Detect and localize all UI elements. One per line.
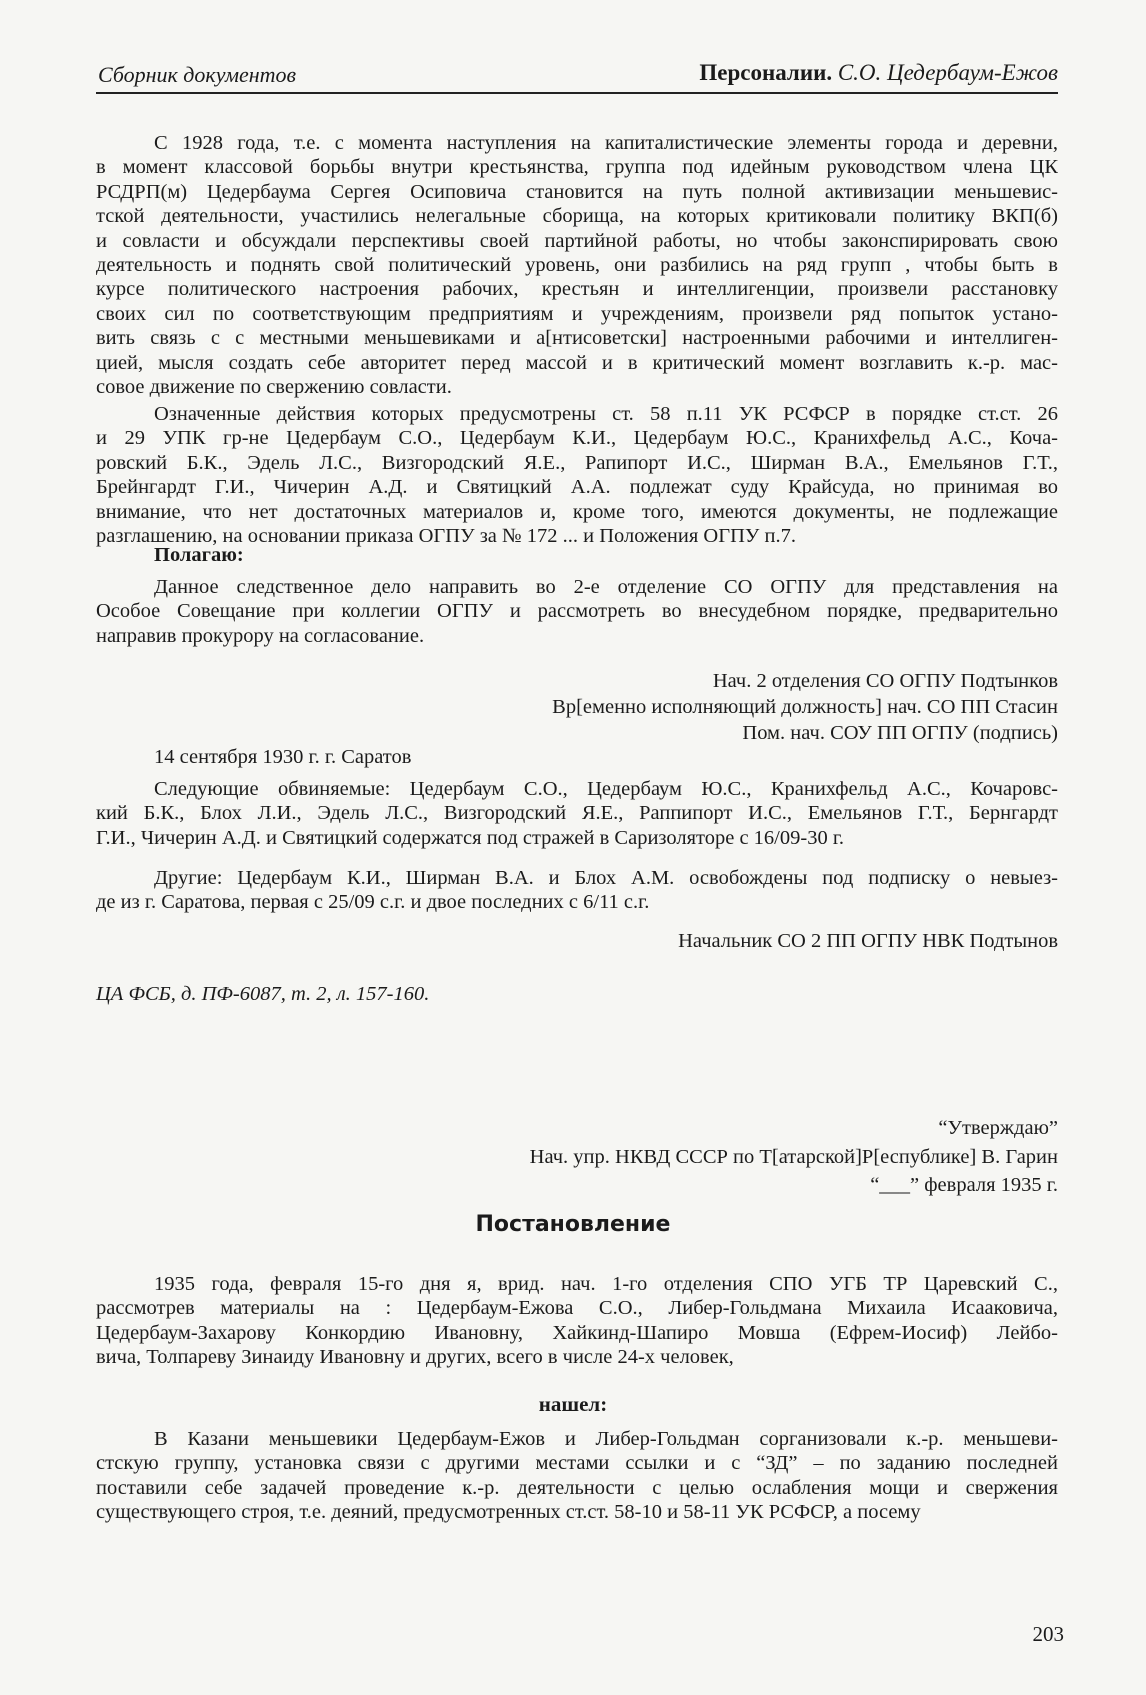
paragraph-4 [96,777,1058,850]
running-header-right [699,60,1058,86]
heading-polagayu: Полагаю: [154,544,244,566]
text-line: деятельность и поднять свой политический уровень, они разбились на ряд групп , чтобы быть в [96,254,1058,277]
text-line: ровский Б.К., Эдель Л.С., Визгородский Я.Е., Рапипорт И.С., Ширман В.А., Емельянов Г.Т., [96,451,1058,474]
text-line: Нач. упр. НКВД СССР по Т[атарской]Р[еспублике] В. Гарин [529,1145,1058,1168]
text-line: своих сил по соответствующим предприятиям и учреждениям, произвели ряд попыток устано- [96,302,1058,325]
text-line: существующего строя, т.е. деяний, предусмотренных ст.ст. 58-10 и 58-11 УК РСФСР, а посему [96,1501,921,1524]
text-line: Цедербаум-Захарову Конкордию Ивановну, Хайкинд-Шапиро Мовша (Ефрем-Иосиф) Лейбо- [96,1321,1058,1344]
document-title: Постановление [475,1212,671,1237]
paragraph-2 [96,402,1058,548]
text-line: “___” февраля 1935 г. [870,1174,1058,1196]
page-number: 203 [1032,1622,1064,1646]
archive-source: ЦА ФСБ, д. ПФ-6087, т. 2, л. 157-160. [96,983,430,1005]
text-line: де из г. Саратова, первая с 25/09 с.г. и двое последних с 6/11 с.г. [96,891,650,914]
running-header-left: Сборник документов [98,62,297,87]
text-line: РСДРП(м) Цедербаума Сергея Осиповича становится на путь полной активизации меньшевис- [96,180,1058,203]
text-line: стскую группу, установка связи с другими местами ссылки и с “ЗД” – по заданию последней [96,1452,1058,1475]
paragraph-1 [96,131,1058,399]
text-line: курсе политического настроения рабочих, крестьян и интеллигенции, произвели расстановку [96,278,1058,301]
text-line: Означенные действия которых предусмотрены ст. 58 п.11 УК РСФСР в порядке ст.ст. 26 [154,403,1058,425]
text-line: направив прокурору на согласование. [96,624,425,647]
text-line: Данное следственное дело направить во 2-е отделение СО ОГПУ для представления на [154,576,1058,598]
text-line: Г.И., Чичерин А.Д. и Святицкий содержатся под стражей в Саризоляторе с 16/09-30 г. [96,826,845,849]
approval-stamp [96,1114,1058,1200]
text-line: и 29 УПК гр-не Цедербаум С.О., Цедербаум К.И., Цедербаум Ю.С., Кранихфельд А.С., Коча- [96,427,1058,450]
paragraph-5 [96,866,1058,915]
text-line: совое движение по свержению совласти. [96,376,452,399]
text-line: и совласти и обсуждали перспективы своей партийной работы, но чтобы законспирировать свою [96,229,1058,252]
text-line: “Утверждаю” [938,1117,1058,1139]
text-line: кий Б.К., Блох Л.И., Эдель Л.С., Визгородский Я.Е., Раппипорт И.С., Емельянов Г.Т., Бернгардт [96,802,1058,825]
header-section: Персоналии. [699,60,833,85]
paragraph-6 [96,1272,1058,1370]
text-line: цией, мысля создать себе авторитет перед массой и в критический момент возглавить к.-р. мас- [96,351,1058,374]
text-line: разглашению, на основании приказа ОГПУ за № 172 ... и Положения ОГПУ п.7. [96,525,797,548]
paragraph-3 [96,575,1058,648]
text-line: 1935 года, февраля 15-го дня я, врид. нач. 1-го отделения СПО УГБ ТР Царевский С., [154,1273,1058,1295]
text-line: тской деятельности, участились нелегальные сборища, на которых критиковали политику ВКП(б) [96,205,1058,228]
text-line: Другие: Цедербаум К.И., Ширман В.А. и Блох А.М. освобождены под подписку о невыез- [154,867,1058,889]
signatures-1 [96,668,1058,746]
text-line: вить связь с с местными меньшевиками и а[нтисоветски] настроенными рабочими и интеллиген- [96,327,1058,350]
signature-2: Начальник СО 2 ПП ОГПУ НВК Подтынов [678,930,1058,952]
text-line: Следующие обвиняемые: Цедербаум С.О., Цедербаум Ю.С., Кранихфельд А.С., Кочаровс- [154,778,1058,800]
text-line: Пом. нач. СОУ ПП ОГПУ (подпись) [742,722,1058,744]
text-line: С 1928 года, т.е. с момента наступления на капиталистические элементы города и деревни, [154,132,1058,154]
header-rule [96,92,1058,94]
date-place: 14 сентября 1930 г. г. Саратов [154,746,412,768]
text-line: Вр[еменно исполняющий должность] нач. СО ПП Стасин [552,696,1058,718]
header-person: С.О. Цедербаум-Ежов [837,60,1058,85]
text-line: Особое Совещание при коллегии ОГПУ и рассмотреть во внесудебном порядке, предварительно [96,600,1058,623]
text-line: в момент классовой борьбы внутри крестьянства, группа под идейным руководством члена ЦК [96,156,1058,179]
text-line: Нач. 2 отделения СО ОГПУ Подтынков [712,670,1058,692]
text-line: внимание, что нет достаточных материалов и, кроме того, имеются документы, не подлежащие [96,500,1058,523]
text-line: В Казани меньшевики Цедербаум-Ежов и Либер-Гольдман сорганизовали к.-р. меньшеви- [154,1428,1058,1450]
text-line: Брейнгардт Г.И., Чичерин А.Д. и Святицкий А.А. подлежат суду Крайсуда, но принимая во [96,476,1058,499]
heading-nashel: нашел: [538,1392,608,1416]
text-line: вича, Толпареву Зинаиду Ивановну и других, всего в числе 24-х человек, [96,1346,734,1369]
text-line: рассмотрев материалы на : Цедербаум-Ежова С.О., Либер-Гольдмана Михаила Исааковича, [96,1297,1058,1320]
paragraph-7 [96,1427,1058,1525]
text-line: поставили себе задачей проведение к.-р. деятельности с целью ослабления мощи и свержения [96,1476,1058,1499]
